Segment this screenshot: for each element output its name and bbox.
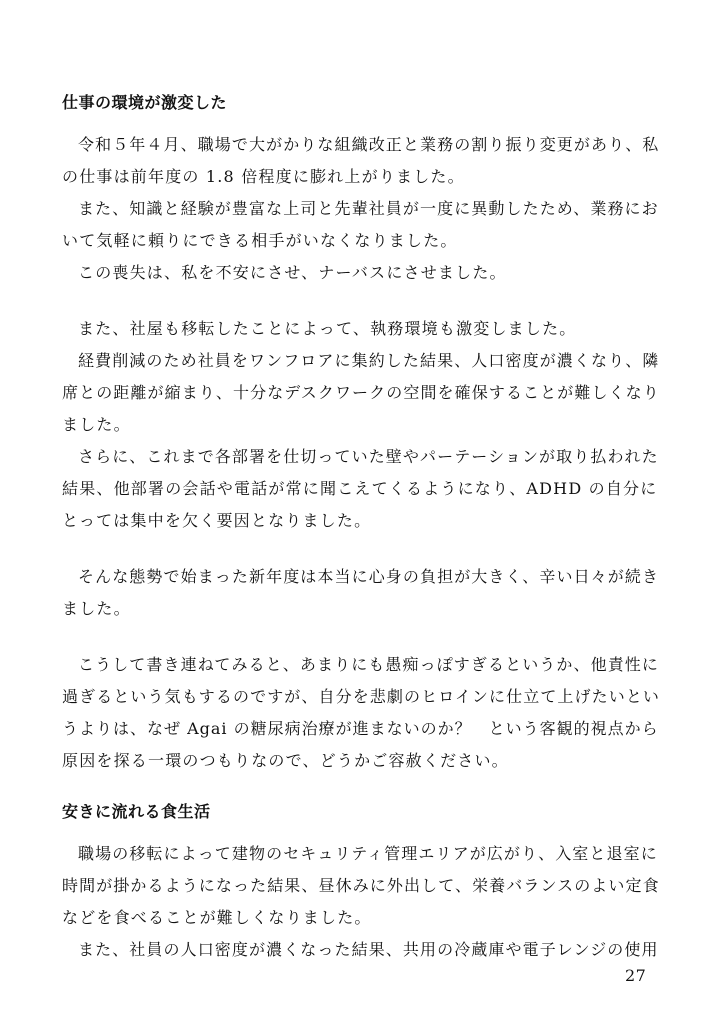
paragraph-line: の仕事は前年度の 1.8 倍程度に膨れ上がりました。	[62, 167, 465, 186]
paragraph-line: などを食べることが難しくなりました。	[62, 908, 372, 927]
paragraph-line: 職場の移転によって建物のセキュリティ管理エリアが広がり、入室と退室に	[78, 844, 658, 863]
paragraph-line: 過ぎるという気もするのですが、自分を悲劇のヒロインに仕立て上げたいとい	[62, 687, 661, 706]
paragraph-line: ました。	[62, 599, 131, 618]
paragraph-line: 結果、他部署の会話や電話が常に聞こえてくるようになり、ADHD の自分に	[62, 479, 658, 498]
paragraph-line: また、社員の人口密度が濃くなった結果、共用の冷蔵庫や電子レンジの使用	[78, 940, 659, 959]
paragraph-line: 令和５年４月、職場で大がかりな組織改正と業務の割り振り変更があり、私	[78, 135, 660, 154]
page-number: 27	[625, 966, 647, 985]
paragraph-line: 席との距離が縮まり、十分なデスクワークの空間を確保することが難しくなり	[62, 383, 660, 402]
paragraph-line: こうして書き連ねてみると、あまりにも愚痴っぽすぎるというか、他責性に	[78, 655, 660, 674]
paragraph-line: また、社屋も移転したことによって、執務環境も激変しました。	[78, 319, 577, 338]
paragraph-line: さらに、これまで各部署を仕切っていた壁やパーテーションが取り払われた	[78, 447, 659, 466]
paragraph-line: 原因を探る一環のつもりなので、どうかご容赦ください。	[62, 751, 509, 770]
paragraph-line: とっては集中を欠く要因となりました。	[62, 511, 372, 530]
paragraph-line: 時間が掛かるようになった結果、昼休みに外出して、栄養バランスのよい定食	[62, 876, 660, 895]
paragraph-line: いて気軽に頼りにできる相手がいなくなりました。	[62, 231, 458, 250]
section-heading-eating-habits: 安きに流れる食生活	[62, 802, 211, 821]
section-heading-work-environment: 仕事の環境が激変した	[62, 93, 228, 112]
paragraph-line: 経費削減のため社員をワンフロアに集約した結果、人口密度が濃くなり、隣	[78, 351, 660, 370]
paragraph-line: そんな態勢で始まった新年度は本当に心身の負担が大きく、辛い日々が続き	[78, 567, 660, 586]
paragraph-line: また、知識と経験が豊富な上司と先輩社員が一度に異動したため、業務にお	[78, 199, 659, 218]
paragraph-line: この喪失は、私を不安にさせ、ナーバスにさせました。	[78, 263, 507, 282]
paragraph-line: うよりは、なぜ Agai の糖尿病治療が進まないのか？ という客観的視点から	[62, 719, 659, 738]
paragraph-line: ました。	[62, 415, 131, 434]
